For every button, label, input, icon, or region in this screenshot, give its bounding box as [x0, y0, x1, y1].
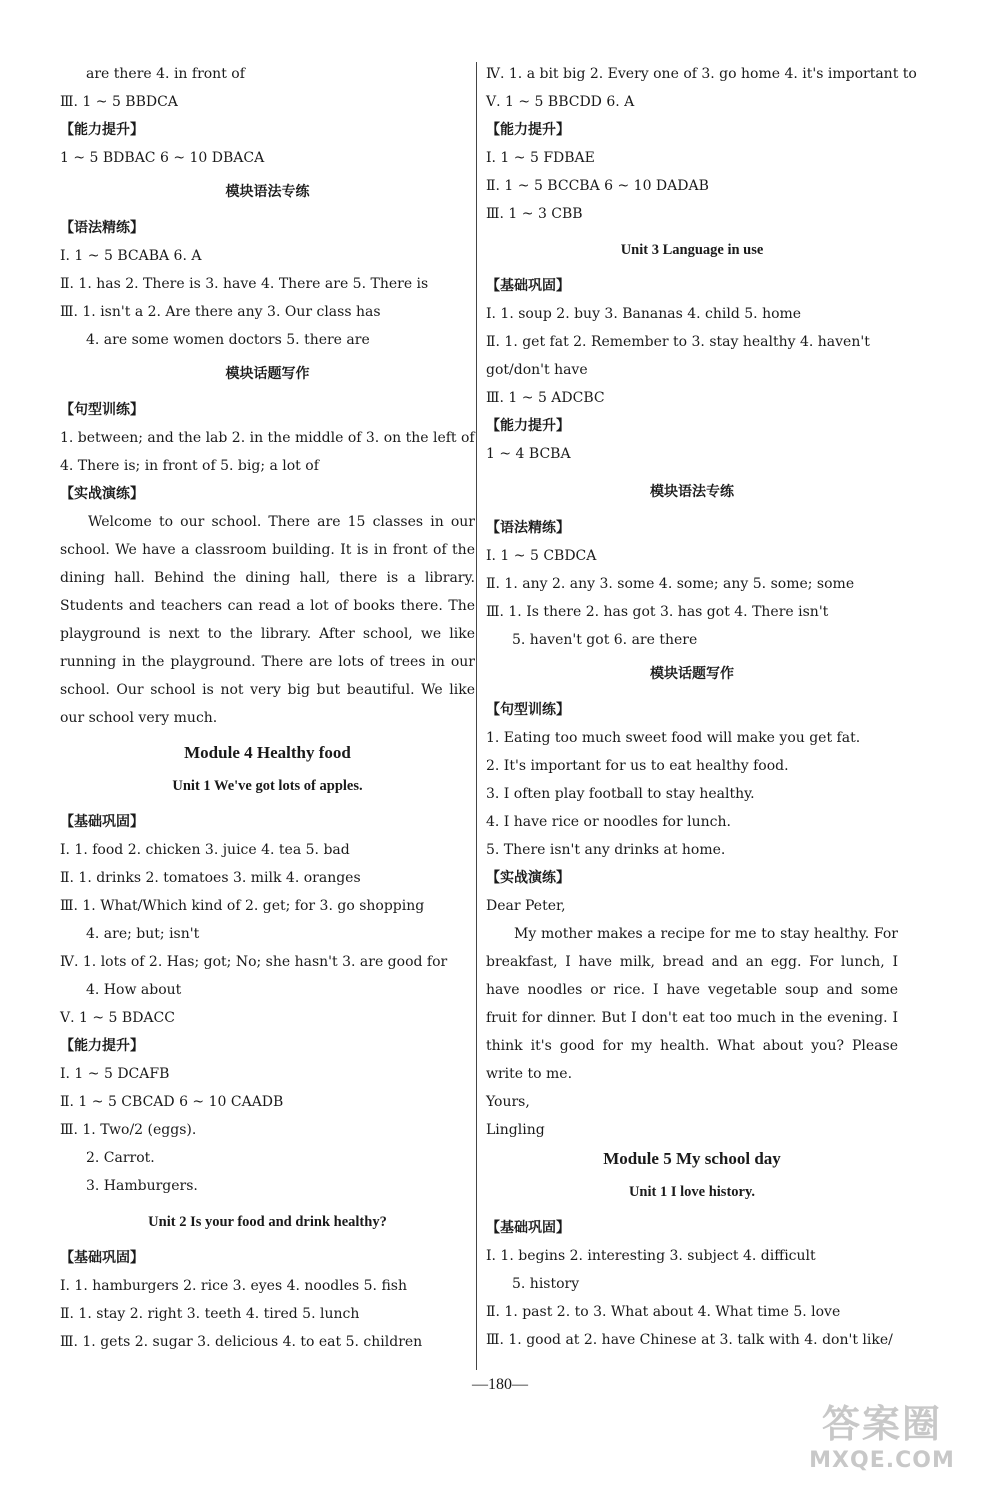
answer-line: Ⅲ. 1 ~ 5 ADCBC: [486, 390, 605, 406]
answer-line: Ⅲ. 1 ~ 5 BBDCA: [60, 94, 178, 110]
answer-line: 3. Hamburgers.: [86, 1178, 198, 1194]
answer-line: 2. It's important for us to eat healthy food.: [486, 758, 789, 774]
answer-line: 4. I have rice or noodles for lunch.: [486, 814, 731, 830]
answer-line: Ⅱ. 1. past 2. to 3. What about 4. What time 5. love: [486, 1304, 841, 1320]
answer-line: Ⅲ. 1. What/Which kind of 2. get; for 3. go shopping: [60, 898, 425, 914]
answer-line: Ⅱ. 1. has 2. There is 3. have 4. There are 5. There is: [60, 276, 429, 292]
section-tag: 【语法精练】: [60, 220, 144, 236]
section-tag: 【实战演练】: [60, 486, 144, 502]
column-divider: [476, 62, 477, 1370]
answer-line: 4. are some women doctors 5. there are: [86, 332, 370, 348]
answer-line: 4. How about: [86, 982, 182, 998]
unit-title: Unit 1 I love history.: [628, 1184, 756, 1200]
answer-line: 4. are; but; isn't: [86, 926, 200, 942]
answer-line: 5. There isn't any drinks at home.: [486, 842, 726, 858]
section-title: 模块语法专练: [650, 484, 734, 500]
answer-line: 1. Eating too much sweet food will make you get fat.: [486, 730, 861, 746]
section-title: 模块话题写作: [225, 366, 310, 382]
answer-line: 5. haven't got 6. are there: [512, 632, 698, 648]
section-tag: 【基础巩固】: [486, 278, 570, 294]
section-tag: 【句型训练】: [486, 702, 570, 718]
section-title: 模块话题写作: [650, 666, 734, 682]
answer-line: Ⅲ. 1 ~ 3 CBB: [486, 206, 583, 222]
answer-line: 2. Carrot.: [86, 1150, 155, 1166]
answer-line: 4. There is; in front of 5. big; a lot of: [60, 458, 319, 474]
answer-line: Ⅰ. 1 ~ 5 CBDCA: [486, 548, 597, 564]
answer-line: 1 ~ 4 BCBA: [486, 446, 571, 462]
section-tag: 【实战演练】: [486, 870, 570, 886]
section-tag: 【基础巩固】: [486, 1220, 570, 1236]
answer-line: Ⅴ. 1 ~ 5 BDACC: [60, 1010, 175, 1026]
section-tag: 【能力提升】: [486, 122, 570, 138]
answer-line: Ⅳ. 1. a bit big 2. Every one of 3. go home 4. it's important to: [486, 66, 917, 82]
essay-paragraph: Welcome to our school. There are 15 classes in our school. We have a classroom building. It is in front of the dining hall. Behind the dining hall, there is a library. Students and teachers can read a lot of books there. The playground is next to the library. After school, we like running in the playground. There are lots of trees in our school. Our school is not very big but beautiful. We like our school very much.: [60, 514, 475, 726]
left-column: [60, 60, 475, 1356]
answer-line: 1 ~ 5 BDBAC 6 ~ 10 DBACA: [60, 150, 265, 166]
watermark-text-en: MXQE.COM: [809, 1448, 955, 1473]
unit-title: Unit 1 We've got lots of apples.: [172, 778, 363, 794]
section-tag: 【语法精练】: [486, 520, 570, 536]
watermark-logo: [782, 1393, 982, 1483]
answer-line: Ⅰ. 1. soup 2. buy 3. Bananas 4. child 5. home: [486, 306, 802, 322]
answer-line: Ⅰ. 1. hamburgers 2. rice 3. eyes 4. noodles 5. fish: [60, 1278, 407, 1294]
answer-line: Ⅱ. 1. stay 2. right 3. teeth 4. tired 5. lunch: [60, 1306, 360, 1322]
module-title: Module 5 My school day: [603, 1149, 781, 1168]
answer-line: Ⅲ. 1. good at 2. have Chinese at 3. talk with 4. don't like/: [486, 1332, 893, 1348]
answer-line: Ⅴ. 1 ~ 5 BBCDD 6. A: [486, 94, 635, 110]
answer-line: Ⅰ. 1 ~ 5 FDBAE: [486, 150, 595, 166]
answer-line: Ⅰ. 1 ~ 5 BCABA 6. A: [60, 248, 202, 264]
unit-title: Unit 3 Language in use: [620, 242, 764, 258]
answer-line: Ⅰ. 1. food 2. chicken 3. juice 4. tea 5. bad: [60, 842, 350, 858]
answer-line: Ⅱ. 1 ~ 5 BCCBA 6 ~ 10 DADAB: [486, 178, 709, 194]
answer-line: Ⅱ. 1. drinks 2. tomatoes 3. milk 4. oranges: [60, 870, 361, 886]
answer-line: Ⅳ. 1. lots of 2. Has; got; No; she hasn't 3. are good for: [60, 954, 448, 970]
answer-line: Ⅲ. 1. isn't a 2. Are there any 3. Our class has: [60, 304, 381, 320]
watermark-text-cn: 答案圈: [821, 1402, 942, 1446]
section-tag: 【句型训练】: [60, 402, 144, 418]
module-title: Module 4 Healthy food: [184, 743, 351, 762]
section-tag: 【能力提升】: [60, 122, 144, 138]
unit-title: Unit 2 Is your food and drink healthy?: [148, 1214, 387, 1230]
answer-line: are there 4. in front of: [86, 66, 245, 82]
section-tag: 【基础巩固】: [60, 1250, 144, 1266]
letter-body: My mother makes a recipe for me to stay healthy. For breakfast, I have milk, bread and an egg. For lunch, I have noodles or rice. I have vegetable soup and some fruit for dinner. But I don't eat too much in the evening. I think it's good for my health. What about you? Please write to me.: [486, 926, 898, 1082]
answer-line: 5. history: [512, 1276, 580, 1292]
section-tag: 【能力提升】: [60, 1038, 144, 1054]
letter-closing: Yours,: [486, 1094, 530, 1110]
section-title: 模块语法专练: [225, 184, 310, 200]
answer-line: Ⅱ. 1. get fat 2. Remember to 3. stay healthy 4. haven't: [486, 334, 870, 350]
letter-signature: Lingling: [486, 1122, 545, 1138]
answer-line: 3. I often play football to stay healthy.: [486, 786, 755, 802]
answer-line: Ⅰ. 1. begins 2. interesting 3. subject 4. difficult: [486, 1248, 816, 1264]
answer-line: Ⅱ. 1 ~ 5 CBCAD 6 ~ 10 CAADB: [60, 1094, 284, 1110]
answer-line: Ⅲ. 1. gets 2. sugar 3. delicious 4. to eat 5. children: [60, 1334, 423, 1350]
section-tag: 【能力提升】: [486, 418, 570, 434]
right-column: [486, 60, 917, 1354]
answer-line: Ⅱ. 1. any 2. any 3. some 4. some; any 5. some; some: [486, 576, 855, 592]
answer-line: Ⅰ. 1 ~ 5 DCAFB: [60, 1066, 170, 1082]
page-number: —180—: [472, 1376, 528, 1393]
section-tag: 【基础巩固】: [60, 814, 144, 830]
answer-line: got/don't have: [486, 362, 588, 378]
answer-line: Ⅲ. 1. Two/2 (eggs).: [60, 1122, 197, 1138]
answer-line: 1. between; and the lab 2. in the middle of 3. on the left of: [60, 430, 475, 446]
letter-greeting: Dear Peter,: [486, 898, 566, 914]
answer-line: Ⅲ. 1. Is there 2. has got 3. has got 4. There isn't: [486, 604, 829, 620]
